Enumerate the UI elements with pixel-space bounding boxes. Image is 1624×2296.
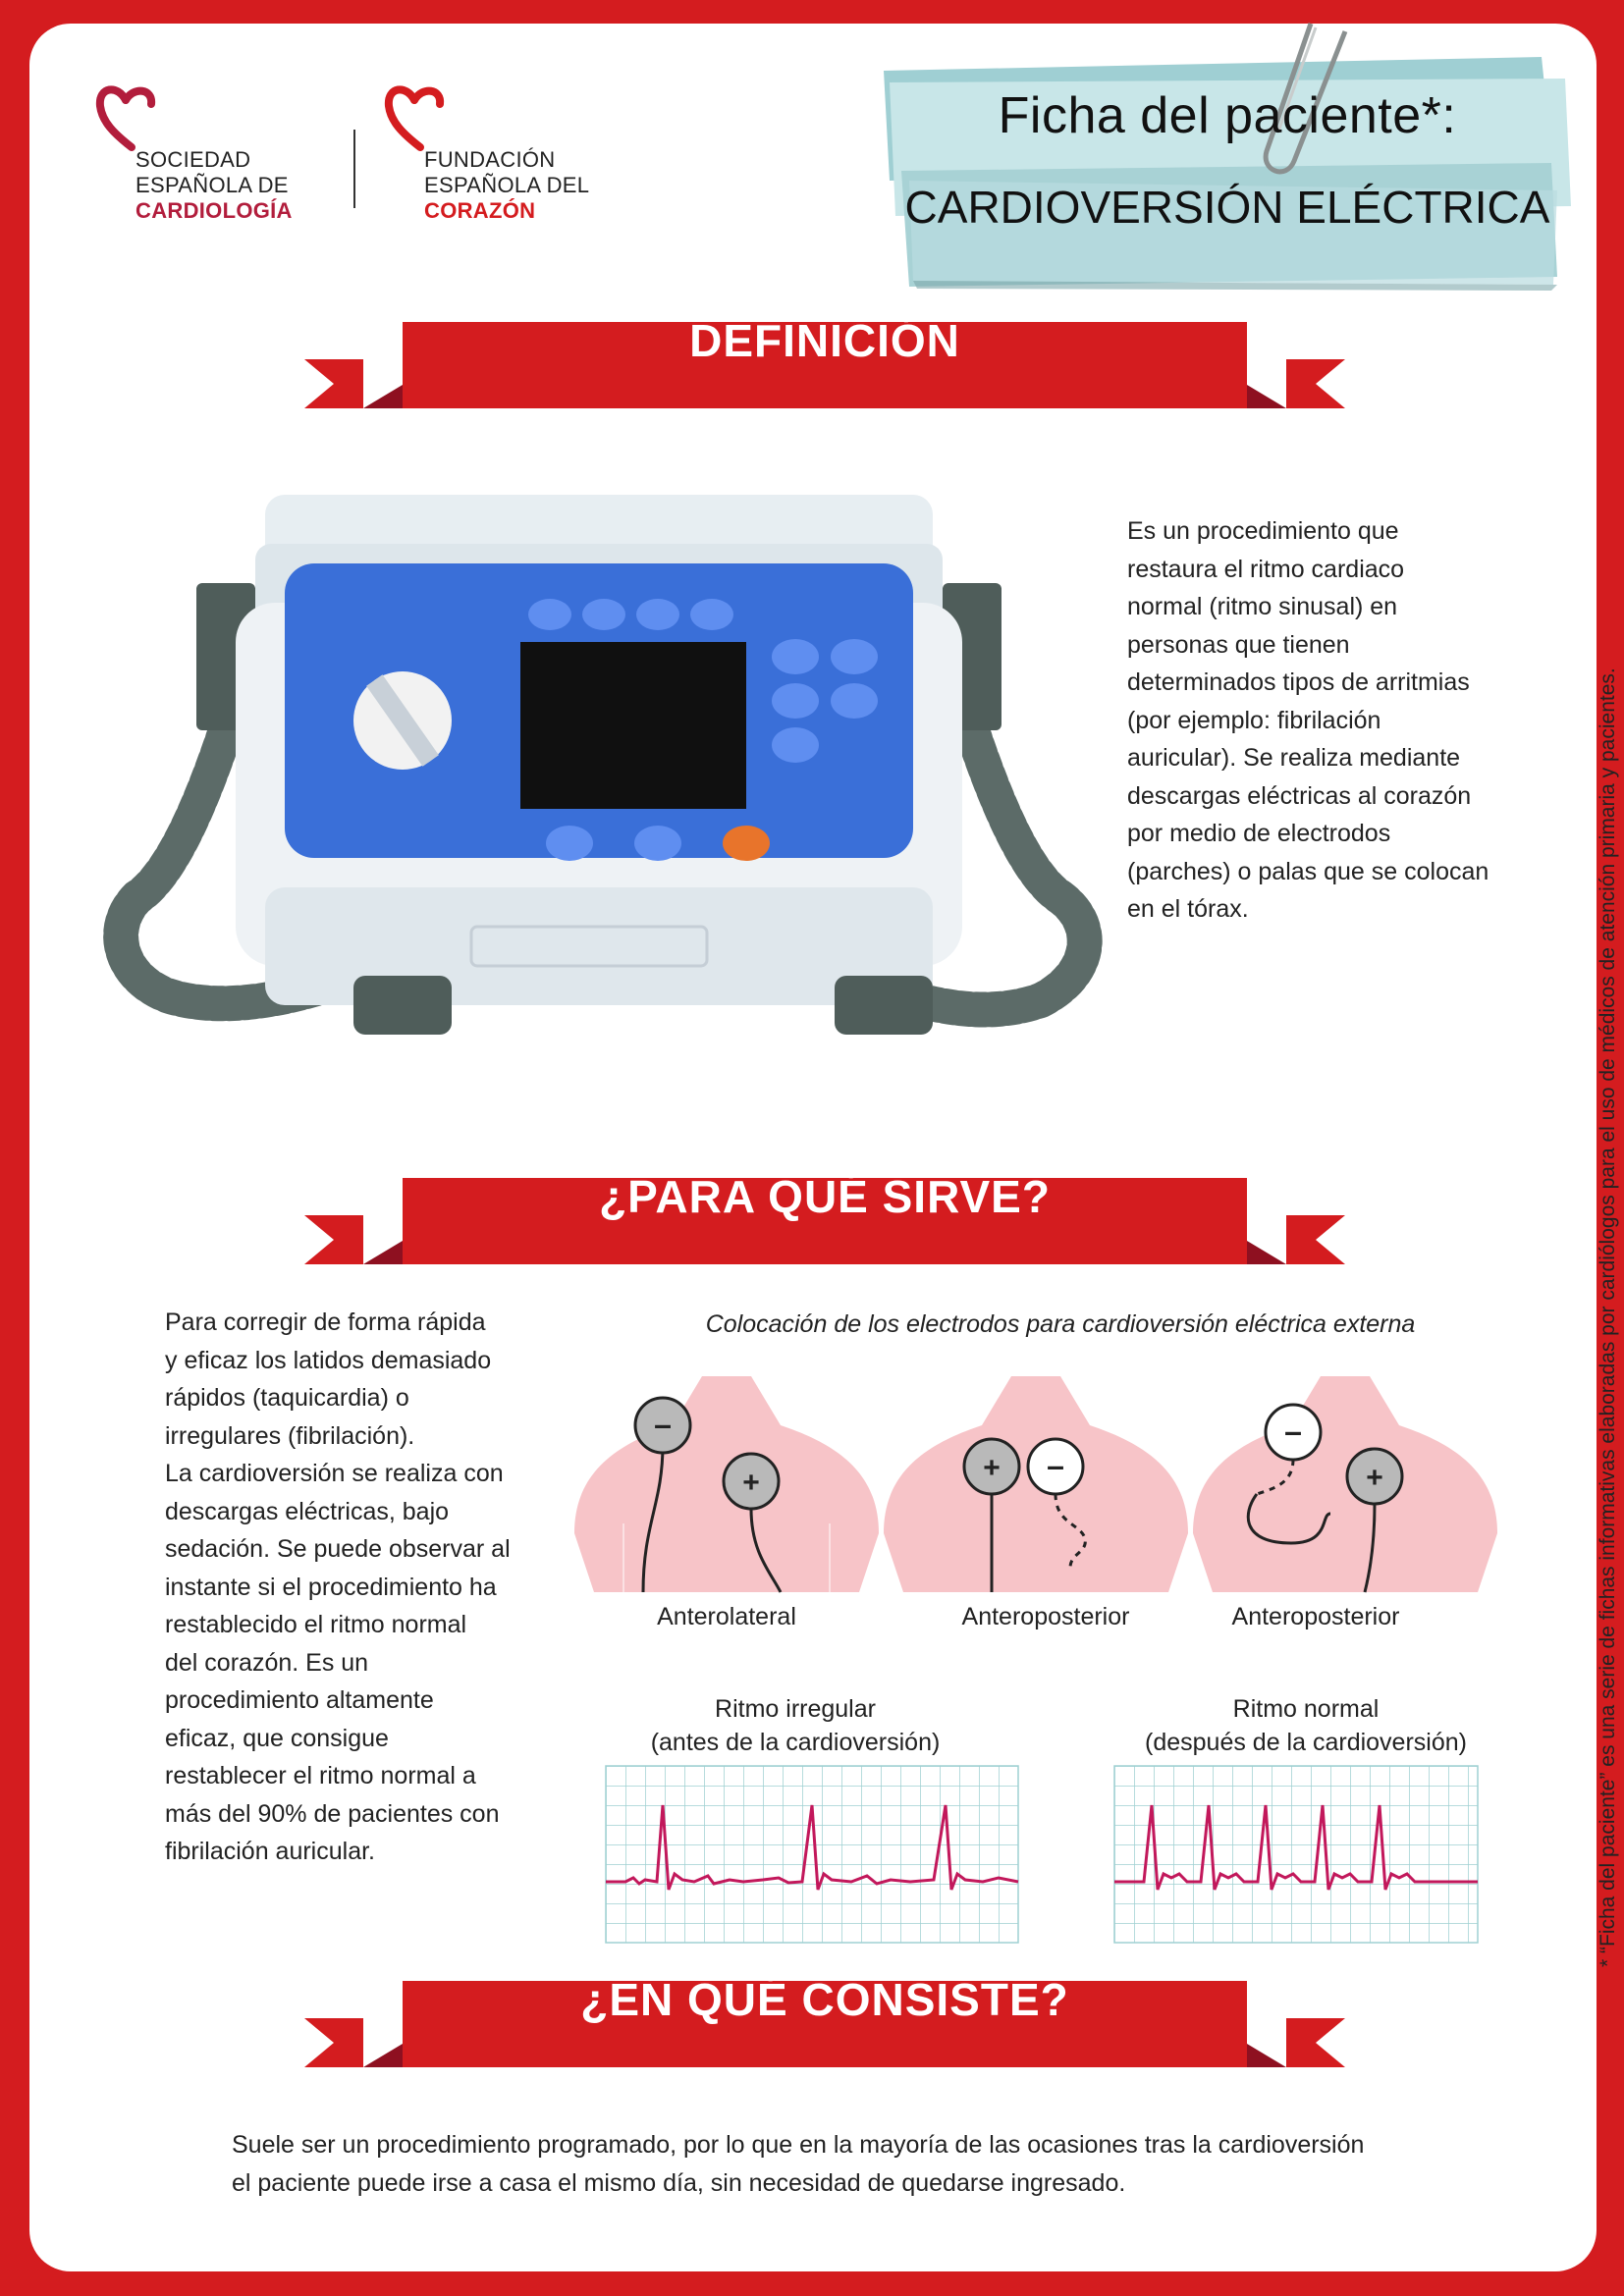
content-card xyxy=(29,24,1619,2271)
ecg-title: Ritmo irregular xyxy=(715,1695,876,1723)
header-subtitle: CARDIOVERSIÓN ELÉCTRICA xyxy=(904,182,1550,233)
svg-text:–: – xyxy=(1284,1414,1302,1449)
text-line: Es un procedimiento que xyxy=(1127,517,1399,545)
text-line: La cardioversión se realiza con xyxy=(165,1460,504,1487)
sec-line2: ESPAÑOLA DE xyxy=(135,173,289,197)
text-line: (por ejemplo: fibrilación xyxy=(1127,706,1381,734)
section-title-para-que: ¿PARA QUÉ SIRVE? xyxy=(599,1171,1051,1222)
placement-label: Anteroposterior xyxy=(961,1603,1130,1630)
electrode-placement-figure xyxy=(565,1357,1507,1612)
side-note: * “Ficha del paciente” es una serie de fichas informativas elaboradas por cardiólogos para el uso de médicos de atención primaria y pacientes. xyxy=(1597,667,1619,1967)
section-title-definicion: DEFINICIÓN xyxy=(689,315,960,366)
header-title: Ficha del paciente*: xyxy=(998,87,1457,144)
svg-text:+: + xyxy=(983,1452,1001,1484)
ecg-caption-normal xyxy=(1110,1692,1502,1759)
svg-text:–: – xyxy=(1047,1448,1064,1483)
text-line: fibrilación auricular. xyxy=(165,1838,375,1865)
definicion-text xyxy=(1127,512,1549,929)
text-line: (parches) o palas que se colocan xyxy=(1127,857,1489,885)
ecg-strip-icon xyxy=(1114,1766,1478,1943)
text-line: restablecido el ritmo normal xyxy=(165,1611,467,1638)
text-line: Para corregir de forma rápida xyxy=(165,1308,486,1336)
text-line: eficaz, que consigue xyxy=(165,1724,389,1752)
ecg-subtitle: (antes de la cardioversión) xyxy=(650,1729,941,1756)
text-line: descargas eléctricas, bajo xyxy=(165,1497,450,1525)
fec-logo xyxy=(385,82,590,230)
text-line: en el tórax. xyxy=(1127,895,1249,923)
para-que-text xyxy=(165,1304,558,1871)
defibrillator-illustration xyxy=(108,465,1286,1133)
electrodes-caption: Colocación de los electrodos para cardioversión eléctrica externa xyxy=(705,1310,1416,1338)
fec-line1: FUNDACIÓN xyxy=(424,147,556,172)
torso-icon xyxy=(574,1376,879,1592)
text-line: personas que tienen xyxy=(1127,630,1350,659)
text-line: sedación. Se puede observar al xyxy=(165,1535,511,1563)
text-line: restablecer el ritmo normal a xyxy=(165,1762,476,1789)
consiste-text xyxy=(232,2126,1508,2202)
placement-label: Anterolateral xyxy=(657,1603,796,1630)
ecg-title: Ritmo normal xyxy=(1232,1695,1380,1723)
text-line: rápidos (taquicardia) o xyxy=(165,1384,409,1412)
sec-line1: SOCIEDAD xyxy=(135,147,251,172)
header-sign xyxy=(854,24,1597,308)
text-line: más del 90% de pacientes con xyxy=(165,1799,500,1828)
section-title-consiste: ¿EN QUÉ CONSISTE? xyxy=(580,1974,1069,2025)
text-line: restaura el ritmo cardiaco xyxy=(1127,555,1405,583)
text-line: descargas eléctricas al corazón xyxy=(1127,781,1472,810)
svg-text:–: – xyxy=(654,1407,672,1442)
sec-line3: CARDIOLOGÍA xyxy=(135,198,293,223)
logo-divider xyxy=(353,130,355,208)
text-line: del corazón. Es un xyxy=(165,1648,369,1677)
text-line: irregulares (fibrilación). xyxy=(165,1421,415,1450)
svg-text:+: + xyxy=(742,1467,760,1499)
fec-line2: ESPAÑOLA DEL xyxy=(424,173,590,197)
text-line: instante si el procedimiento ha xyxy=(165,1573,497,1601)
ecg-subtitle: (después de la cardioversión) xyxy=(1145,1729,1467,1756)
fec-line3: CORAZÓN xyxy=(424,198,536,223)
text-line: el paciente puede irse a casa el mismo día, sin necesidad de quedarse ingresado. xyxy=(232,2168,1126,2197)
heart-logo-icon xyxy=(96,82,155,151)
text-line: por medio de electrodos xyxy=(1127,820,1391,847)
text-line: y eficaz los latidos demasiado xyxy=(165,1346,492,1374)
placement-label: Anteroposterior xyxy=(1231,1603,1400,1630)
text-line: auricular). Se realiza mediante xyxy=(1127,744,1461,772)
text-line: normal (ritmo sinusal) en xyxy=(1127,593,1398,620)
text-line: determinados tipos de arritmias xyxy=(1127,668,1470,696)
torso-icon xyxy=(1193,1376,1497,1592)
ecg-caption-irregular xyxy=(599,1692,992,1759)
heart-logo-icon xyxy=(385,82,444,151)
text-line: Suele ser un procedimiento programado, por lo que en la mayoría de las ocasiones tras la cardioversión xyxy=(232,2131,1365,2159)
text-line: procedimiento altamente xyxy=(165,1686,434,1714)
torso-icon xyxy=(884,1376,1188,1592)
ecg-strip-icon xyxy=(606,1766,1018,1943)
svg-text:+: + xyxy=(1366,1462,1383,1494)
sec-logo xyxy=(96,82,293,230)
